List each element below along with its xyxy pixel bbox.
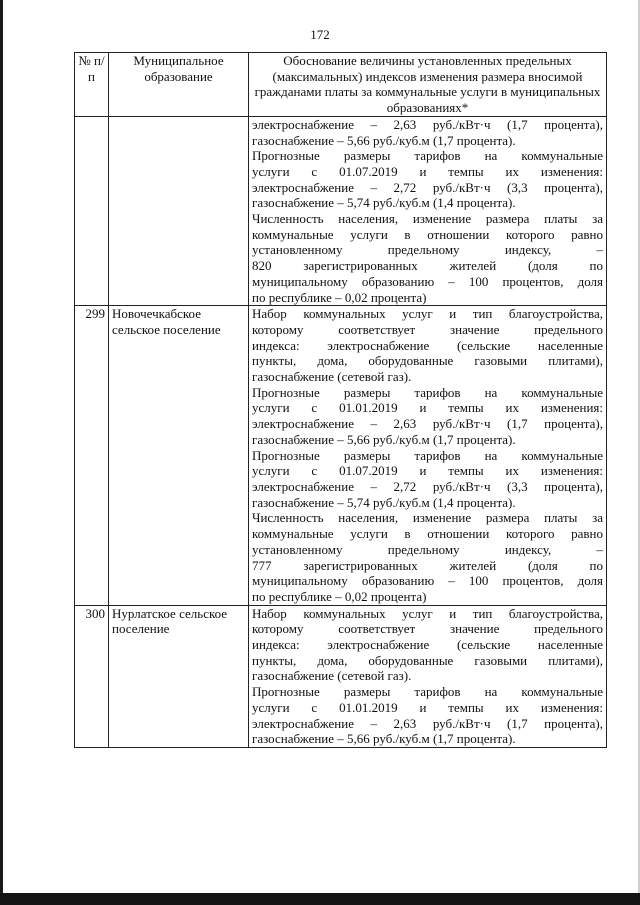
text-line: коммунальные услуги в отношении которого равно xyxy=(252,226,603,242)
text-line: установленному предельному индексу, – xyxy=(252,242,603,258)
row-number: 299 xyxy=(75,306,109,605)
row-number: 300 xyxy=(75,605,109,747)
text-line: по республике – 0,02 процента) xyxy=(252,588,427,604)
tariff-index-table xyxy=(74,52,607,748)
text-line: услуги с 01.01.2019 и темпы их изменения: xyxy=(252,400,603,416)
text-line: Прогнозные размеры тарифов на коммунальные xyxy=(252,447,603,463)
header-justification: Обоснование величины установленных предельных (максимальных) индексов изменения размера вносимой гражданами платы за коммунальные услуги в муниципальных образованиях* xyxy=(249,53,607,117)
text-line: Численность населения, изменение размера платы за xyxy=(252,211,603,227)
text-line: Прогнозные размеры тарифов на коммунальные xyxy=(252,684,603,700)
text-line: которому соответствует значение предельного xyxy=(252,621,603,637)
text-line: электроснабжение – 2,72 руб./кВт·ч (3,3 процента), xyxy=(252,478,603,494)
text-line: пункты, дома, оборудованные газовыми плитами), xyxy=(252,353,603,369)
text-line: Набор коммунальных услуг и тип благоустройства, xyxy=(252,605,603,621)
text-line: электроснабжение – 2,63 руб./кВт·ч (1,7 процента), xyxy=(252,416,603,432)
text-line: пункты, дома, оборудованные газовыми плитами), xyxy=(252,652,603,668)
municipality-name xyxy=(109,116,249,305)
text-line: электроснабжение – 2,63 руб./кВт·ч (1,7 процента), xyxy=(252,116,603,132)
table-row xyxy=(75,306,607,605)
table-header-row xyxy=(75,53,607,117)
text-line: установленному предельному индексу, – xyxy=(252,541,603,557)
text-line: индекса: электроснабжение (сельские населенные xyxy=(252,337,603,353)
municipality-name: Нурлатское сельское поселение xyxy=(109,605,249,747)
text-line: коммунальные услуги в отношении которого равно xyxy=(252,526,603,542)
text-line: газоснабжение (сетевой газ). xyxy=(252,668,412,684)
text-line: Прогнозные размеры тарифов на коммунальные xyxy=(252,148,603,164)
text-line: услуги с 01.01.2019 и темпы их изменения: xyxy=(252,699,603,715)
text-line: муниципальному образованию – 100 процентов, доля xyxy=(252,273,603,289)
text-line: Набор коммунальных услуг и тип благоустройства, xyxy=(252,306,603,322)
text-line: газоснабжение – 5,66 руб./куб.м (1,7 процента). xyxy=(252,731,516,747)
justification-text xyxy=(249,306,607,605)
text-line: электроснабжение – 2,63 руб./кВт·ч (1,7 процента), xyxy=(252,715,603,731)
text-line: индекса: электроснабжение (сельские населенные xyxy=(252,637,603,653)
text-line: газоснабжение – 5,74 руб./куб.м (1,4 процента). xyxy=(252,195,516,211)
justification-text xyxy=(249,605,607,747)
municipality-name: Новочечкабское сельское поселение xyxy=(109,306,249,605)
text-line: 820 зарегистрированных жителей (доля по xyxy=(252,258,603,274)
text-line: Численность населения, изменение размера платы за xyxy=(252,510,603,526)
text-line: которому соответствует значение предельного xyxy=(252,321,603,337)
text-line: газоснабжение (сетевой газ). xyxy=(252,369,412,385)
row-number xyxy=(75,116,109,305)
text-line: муниципальному образованию – 100 процентов, доля xyxy=(252,573,603,589)
text-line: услуги с 01.07.2019 и темпы их изменения: xyxy=(252,163,603,179)
justification-text xyxy=(249,116,607,305)
scan-bottom-edge xyxy=(0,893,640,905)
text-line: услуги с 01.07.2019 и темпы их изменения: xyxy=(252,463,603,479)
text-line: по республике – 0,02 процента) xyxy=(252,289,427,305)
text-line: газоснабжение – 5,74 руб./куб.м (1,4 процента). xyxy=(252,494,516,510)
table-body xyxy=(75,116,607,747)
header-municipality: Муниципальное образование xyxy=(109,53,249,117)
text-line: газоснабжение – 5,66 руб./куб.м (1,7 процента). xyxy=(252,132,516,148)
text-line: Прогнозные размеры тарифов на коммунальные xyxy=(252,384,603,400)
text-line: электроснабжение – 2,72 руб./кВт·ч (3,3 процента), xyxy=(252,179,603,195)
header-num: № п/п xyxy=(75,53,109,117)
text-line: газоснабжение – 5,66 руб./куб.м (1,7 процента). xyxy=(252,431,516,447)
table-row xyxy=(75,605,607,747)
page-number: 172 xyxy=(310,27,330,42)
scan-left-edge xyxy=(0,0,3,905)
table-row xyxy=(75,116,607,305)
text-line: 777 зарегистрированных жителей (доля по xyxy=(252,557,603,573)
